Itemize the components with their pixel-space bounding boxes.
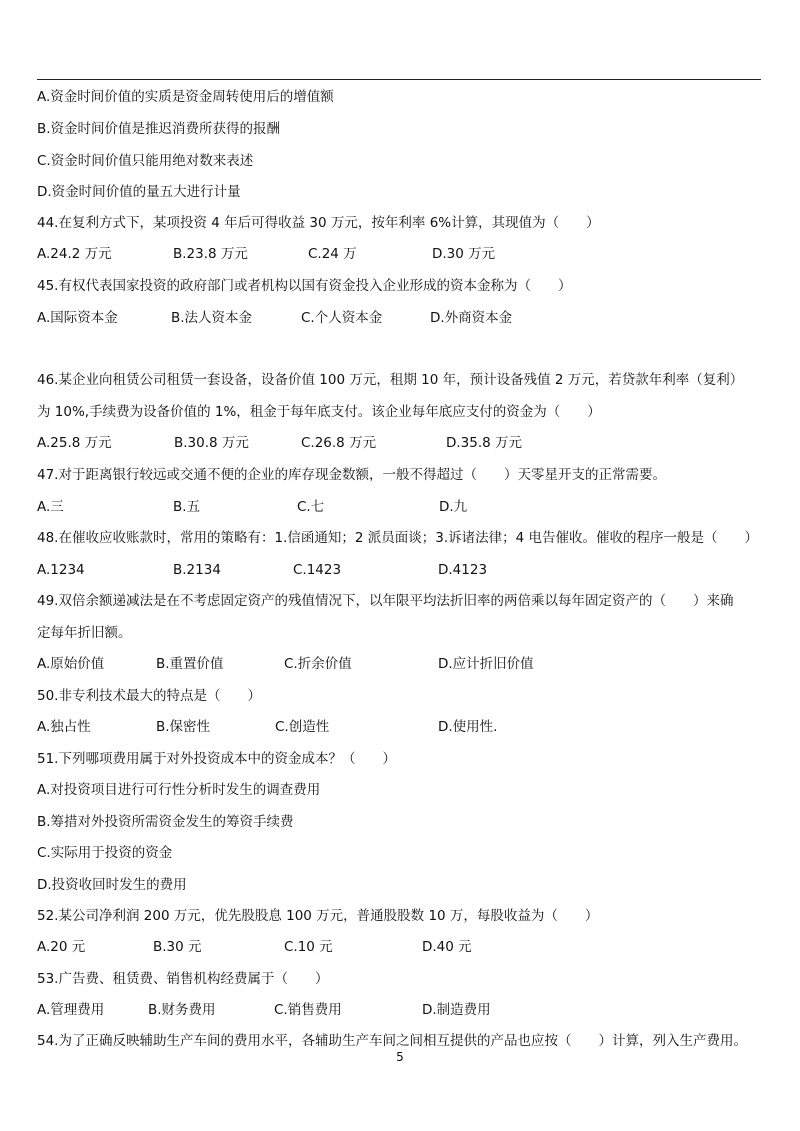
question-45-options (37, 309, 767, 327)
q53-option-a: A.管理费用 (37, 1002, 105, 1018)
question-54: 54.为了正确反映辅助生产车间的费用水平，各辅助生产车间之间相互提供的产品也应按（ ）计算，列入生产费用。 (37, 1033, 747, 1049)
question-46-line-2: 为 10%,手续费为设备价值的 1%，租金于每年底支付。该企业每年底应支付的资金为（ ） (37, 404, 601, 420)
q52-option-a: A.20 元 (37, 939, 86, 955)
q46-option-b: B.30.8 万元 (174, 435, 249, 451)
question-50: 50.非专利技术最大的特点是（ ） (37, 688, 261, 704)
q48-option-b: B.2134 (173, 562, 221, 578)
q47-option-b: B.五 (173, 499, 201, 515)
q44-option-b: B.23.8 万元 (173, 246, 248, 262)
q46-option-c: C.26.8 万元 (301, 435, 377, 451)
q48-option-c: C.1423 (293, 562, 342, 578)
q47-option-d: D.九 (439, 499, 468, 515)
q46-option-a: A.25.8 万元 (37, 435, 112, 451)
q51-option-d: D.投资收回时发生的费用 (37, 877, 187, 893)
q44-option-c: C.24 万 (308, 246, 357, 262)
question-48-options (37, 561, 767, 579)
q52-option-d: D.40 元 (422, 939, 472, 955)
q50-option-d: D.使用性. (438, 719, 498, 735)
q52-option-b: B.30 元 (153, 939, 202, 955)
q51-option-a: A.对投资项目进行可行性分析时发生的调查费用 (37, 782, 321, 798)
question-48: 48.在催收应收账款时，常用的策略有：1.信函通知；2 派员面谈；3.诉诸法律；4 电告催收。催收的程序一般是（ ） (37, 530, 758, 546)
q49-option-b: B.重置价值 (156, 656, 224, 672)
q45-option-a: A.国际资本金 (37, 310, 118, 326)
question-53: 53.广告费、租赁费、销售机构经费属于（ ） (37, 971, 329, 987)
question-51: 51.下列哪项费用属于对外投资成本中的资金成本？（ ） (37, 751, 396, 767)
question-47-options (37, 498, 767, 516)
q44-option-a: A.24.2 万元 (37, 246, 112, 262)
question-49-line-2: 定每年折旧额。 (37, 625, 132, 641)
q49-option-d: D.应计折旧价值 (438, 656, 534, 672)
q52-option-c: C.10 元 (284, 939, 333, 955)
q47-option-c: C.七 (297, 499, 325, 515)
q44-option-d: D.30 万元 (432, 246, 496, 262)
page-number: 5 (396, 1050, 404, 1064)
q53-option-b: B.财务费用 (148, 1002, 216, 1018)
q45-option-b: B.法人资本金 (171, 310, 253, 326)
q50-option-b: B.保密性 (156, 719, 211, 735)
prev-option-d: D.资金时间价值的量五大进行计量 (37, 184, 241, 200)
question-44-options (37, 245, 767, 263)
question-49-options (37, 655, 767, 673)
header-rule (37, 79, 761, 80)
q45-option-d: D.外商资本金 (430, 310, 513, 326)
q45-option-c: C.个人资本金 (301, 310, 383, 326)
q51-option-c: C.实际用于投资的资金 (37, 845, 173, 861)
question-46-options (37, 434, 767, 452)
prev-option-c: C.资金时间价值只能用绝对数来表述 (37, 153, 254, 169)
q46-option-d: D.35.8 万元 (446, 435, 523, 451)
question-52: 52.某公司净利润 200 万元，优先股股息 100 万元，普通股股数 10 万，每股收益为（ ） (37, 908, 599, 924)
q53-option-c: C.销售费用 (274, 1002, 342, 1018)
question-47: 47.对于距离银行较远或交通不便的企业的库存现金数额，一般不得超过（ ）天零星开支的正常需要。 (37, 467, 666, 483)
question-44: 44.在复利方式下，某项投资 4 年后可得收益 30 万元，按年利率 6%计算，其现值为（ ） (37, 215, 600, 231)
question-52-options (37, 938, 767, 956)
q47-option-a: A.三 (37, 499, 64, 515)
q53-option-d: D.制造费用 (422, 1002, 491, 1018)
prev-option-b: B.资金时间价值是推迟消费所获得的报酬 (37, 121, 281, 137)
prev-option-a: A.资金时间价值的实质是资金周转使用后的增值额 (37, 89, 334, 105)
q49-option-c: C.折余价值 (284, 656, 352, 672)
question-45: 45.有权代表国家投资的政府部门或者机构以国有资金投入企业形成的资本金称为（ ） (37, 278, 572, 294)
question-50-options (37, 718, 767, 736)
q49-option-a: A.原始价值 (37, 656, 105, 672)
question-49-line-1: 49.双倍余额递减法是在不考虑固定资产的残值情况下，以年限平均法折旧率的两倍乘以每年固定资产的（ ）来确 (37, 593, 734, 609)
q50-option-a: A.独占性 (37, 719, 91, 735)
q50-option-c: C.创造性 (275, 719, 330, 735)
q48-option-a: A.1234 (37, 562, 85, 578)
q48-option-d: D.4123 (438, 562, 488, 578)
question-46-line-1: 46.某企业向租赁公司租赁一套设备，设备价值 100 万元，租期 10 年，预计设备残值 2 万元，若贷款年利率（复利） (37, 372, 744, 388)
q51-option-b: B.筹措对外投资所需资金发生的筹资手续费 (37, 814, 294, 830)
question-53-options (37, 1001, 767, 1019)
